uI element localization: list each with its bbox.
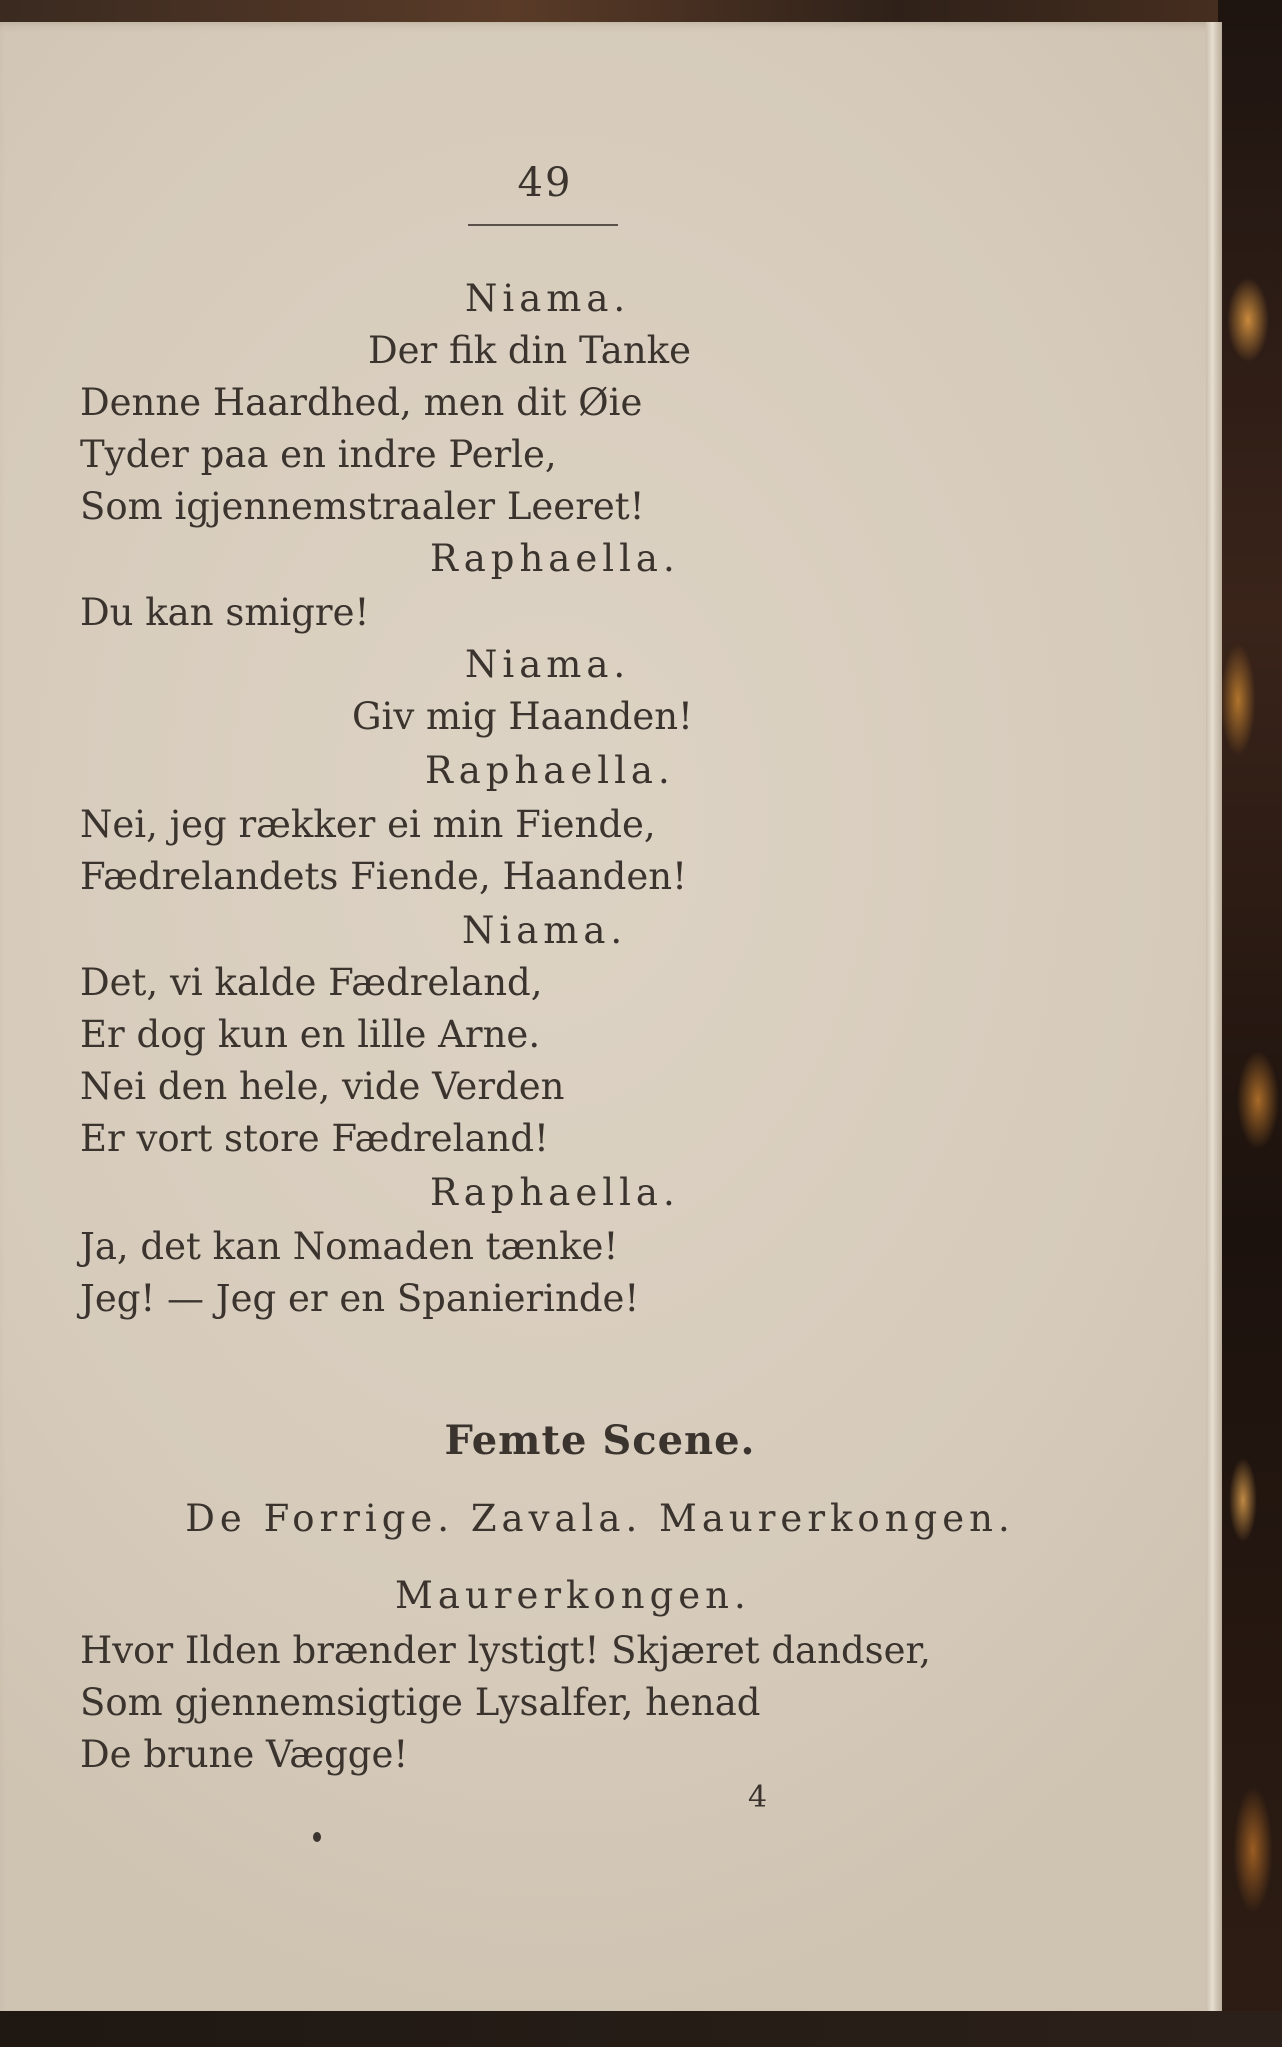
- printer-signature-mark: 4: [748, 1780, 768, 1815]
- verse-line: Tyder paa en indre Perle,: [80, 433, 557, 476]
- verse-line: Fædrelandets Fiende, Haanden!: [80, 855, 687, 898]
- verse-line: Denne Haardhed, men dit Øie: [80, 381, 643, 424]
- book-bottom-edge: [0, 2011, 1282, 2047]
- marbled-binding: [1218, 0, 1282, 2047]
- speaker-line: Raphaella.: [430, 1171, 680, 1214]
- verse-line: Som igjennemstraaler Leeret!: [80, 485, 645, 528]
- speaker-line: Raphaella.: [430, 537, 680, 580]
- page-edges: [1206, 22, 1222, 2020]
- scene-title: Femte Scene.: [444, 1417, 756, 1464]
- verse-line: Det, vi kalde Fædreland,: [80, 961, 543, 1004]
- speaker-line: Niama.: [465, 277, 631, 320]
- speaker-line: Maurerkongen.: [395, 1574, 751, 1617]
- book-page: [0, 22, 1222, 2020]
- ink-speck: [313, 1832, 321, 1842]
- verse-line: Hvor Ilden brænder lystigt! Skjæret dandser,: [80, 1629, 931, 1672]
- verse-line: Giv mig Haanden!: [352, 695, 693, 738]
- verse-line: Nei den hele, vide Verden: [80, 1065, 565, 1108]
- verse-line: Er vort store Fædreland!: [80, 1117, 549, 1160]
- verse-line: Ja, det kan Nomaden tænke!: [80, 1225, 619, 1268]
- verse-line: Du kan smigre!: [80, 591, 370, 634]
- verse-line: Nei, jeg rækker ei min Fiende,: [80, 803, 656, 846]
- scene-cast-list: De Forrige. Zavala. Maurerkongen.: [185, 1497, 1015, 1540]
- speaker-line: Raphaella.: [425, 749, 675, 792]
- verse-line: Der fik din Tanke: [368, 329, 691, 372]
- verse-line: Er dog kun en lille Arne.: [80, 1013, 541, 1056]
- page-number: 49: [517, 160, 573, 206]
- speaker-line: Niama.: [462, 909, 628, 952]
- page-text-block: [0, 22, 1200, 2020]
- page-number-rule: [468, 224, 618, 226]
- verse-line: De brune Vægge!: [80, 1733, 409, 1776]
- verse-line: Som gjennemsigtige Lysalfer, henad: [80, 1681, 761, 1724]
- verse-line: Jeg! — Jeg er en Spanierinde!: [80, 1277, 640, 1320]
- speaker-line: Niama.: [465, 643, 631, 686]
